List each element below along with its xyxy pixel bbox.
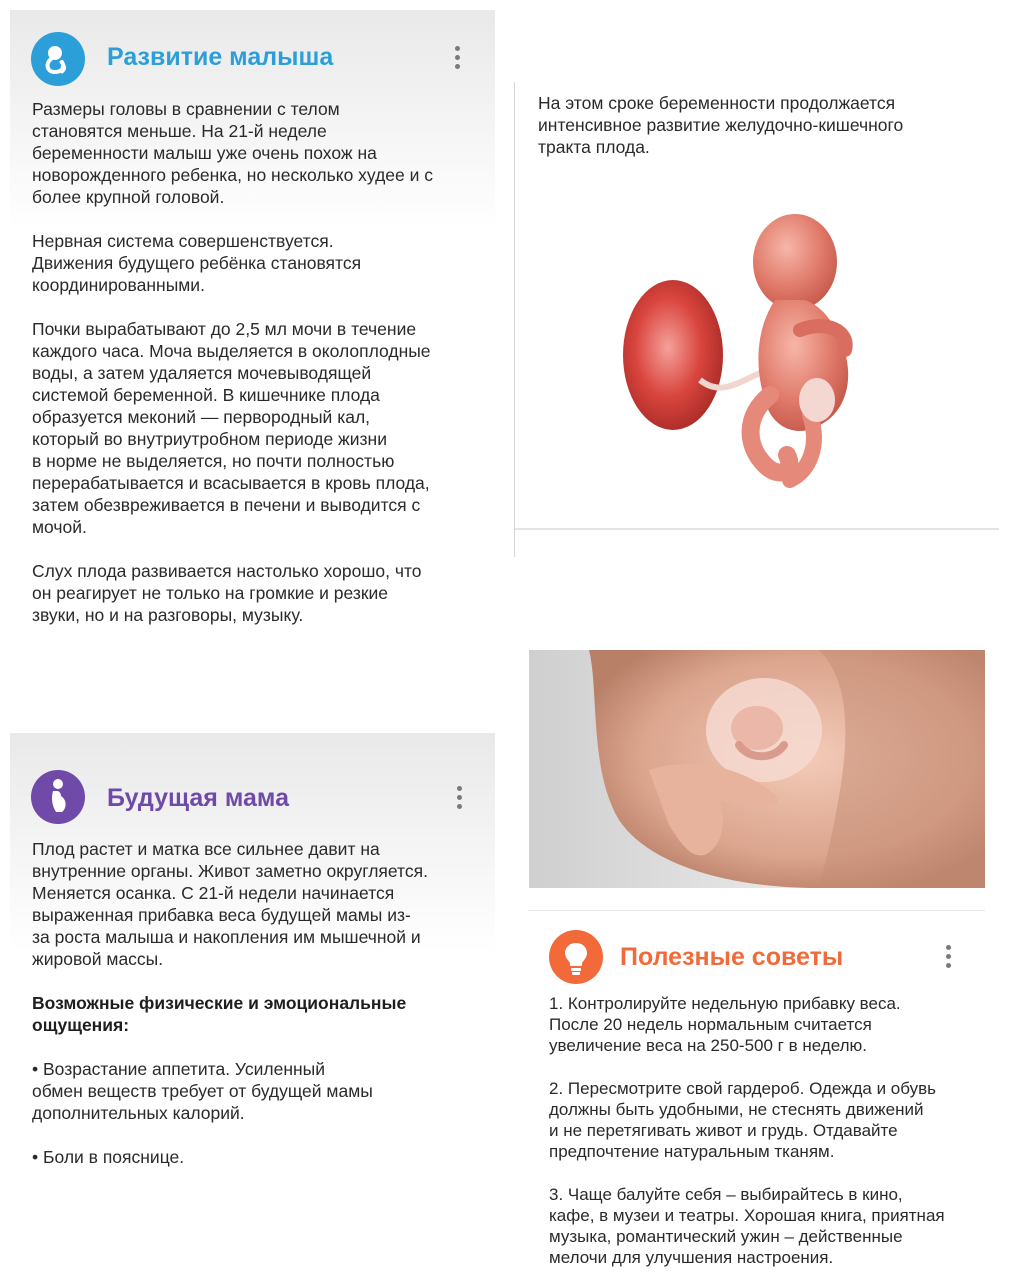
paragraph: Плод растет и матка все сильнее давит на внутренние органы. Живот заметно округляется. Меняется осанка. С 21-й недели начинается выраженная прибавка веса будущей мамы из- за роста малыша и накопления им мышечной и жировой массы. [32,839,428,969]
list-item: • Возрастание аппетита. Усиленный обмен веществ требует от будущей мамы дополнительных калорий. [32,1059,373,1123]
pregnant-woman-icon [31,770,85,824]
sensations-heading: Возможные физические и эмоциональные ощущения: [32,993,407,1035]
baby-card-title: Развитие малыша [107,43,334,71]
pregnant-belly-illustration [529,650,985,888]
more-options-icon[interactable] [942,945,954,973]
fetus-icon [31,32,85,86]
tips-card-title: Полезные советы [620,943,844,971]
paragraph: Размеры головы в сравнении с телом становятся меньше. На 21-й неделе беременности малыш уже очень похож на новорожденного ребенка, но несколько худее и с более крупной головой. [32,99,434,207]
future-mom-card [10,733,495,1183]
list-item: • Боли в пояснице. [32,1147,185,1167]
mom-card-title: Будущая мама [107,784,289,812]
gi-tract-paragraph: На этом сроке беременности продолжается интенсивное развитие желудочно-кишечного тракта плода. [538,93,904,157]
paragraph: Слух плода развивается настолько хорошо, что он реагирует не только на громкие и резкие звуки, но и на разговоры, музыку. [32,561,422,625]
lightbulb-icon [549,930,603,984]
useful-tips-card [529,910,985,1280]
baby-card-text [32,98,433,626]
tip-item: 3. Чаще балуйте себя – выбирайтесь в кино, кафе, в музеи и театры. Хорошая книга, приятная музыка, романтический ужин – действенные мелочи для улучшения настроения. [549,1185,945,1267]
tip-item: 2. Пересмотрите свой гардероб. Одежда и обувь должны быть удобными, не стеснять движений и не перетягивать живот и грудь. Отдавайте предпочтение натуральным тканям. [549,1079,937,1161]
baby-development-card-continued [514,82,999,557]
baby-development-card [10,10,495,630]
paragraph: Почки вырабатывают до 2,5 мл мочи в течение каждого часа. Моча выделяется в околоплодные воды, а затем удаляется мочевыводящей системой беременной. В кишечнике плода образуется меконий — первородный кал, который во внутриутробном периоде жизни в норме не выделяется, но почти полностью перерабатывается и всасывается в кровь плода, затем обезвреживается в печени и выводится с мочой. [32,319,431,537]
more-options-icon[interactable] [453,786,465,814]
tip-item: 1. Контролируйте недельную прибавку веса. После 20 недель нормальным считается увеличение веса на 250-500 г в неделю. [549,994,901,1055]
more-options-icon[interactable] [451,46,463,74]
mom-card-text [32,838,428,1168]
fetus-illustration [605,200,935,510]
tips-card-text [549,993,945,1268]
paragraph: Нервная система совершенствуется. Движения будущего ребёнка становятся координированными. [32,231,362,295]
card-bottom-divider [515,528,999,530]
